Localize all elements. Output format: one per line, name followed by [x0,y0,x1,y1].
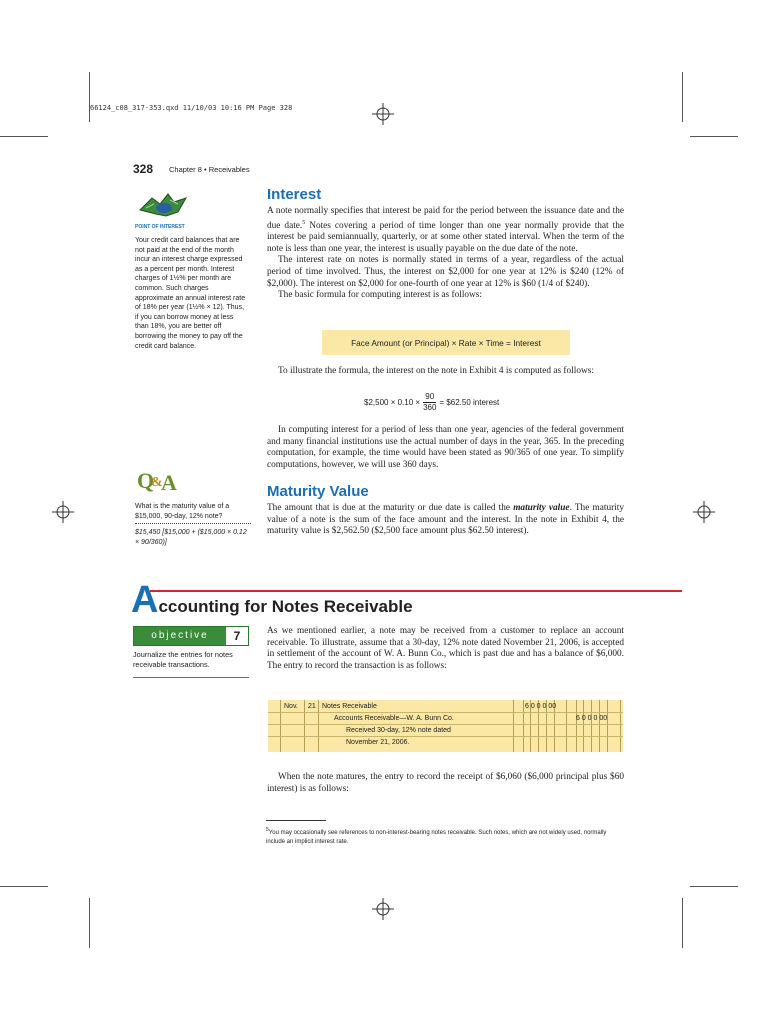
objective-box [133,626,249,646]
calc-right: = $62.50 interest [439,398,500,407]
objective-rule [133,677,249,678]
interest-paragraph-2: The interest rate on notes is normally stated in terms of a year, regardless of the actual period of time involved. Thus, the interest on $2,000 for one year at 12% is $240 (12% of $2,000). The interest on $2,000 for one-fourth of one year at 12% is $60 (1/4 of $240). [267,255,624,289]
qa-divider [135,523,251,524]
crop-mark-bottom-left-h [0,886,48,887]
crop-mark-bottom-right-h [690,886,738,887]
grid-line [280,700,281,752]
svg-text:A: A [161,470,177,494]
interest-paragraph-1: A note normally specifies that interest be paid for the period between the issuance date and the due date. [267,206,624,231]
grid-line [583,700,584,752]
footnote-number: 5 [266,827,269,833]
grid-line [566,700,567,752]
point-of-interest-text: Your credit card balances that are not paid at the end of the month incur an interest charge expressed as a percent per month. Interest charges of 1½% per month are common. Such charges approximate an annual interest rate of 18% per year (1½% × 12). Thus, if you can borrow money at less than 18%, you are better off borrowing the money to pay off the credit card balance. [135,237,246,350]
calc-denominator: 360 [423,403,437,412]
journal-desc: Accounts Receivable—W. A. Bunn Co. [334,715,454,722]
objective-label: objective [134,627,226,645]
interest-paragraph-5: In computing interest for a period of less than one year, agencies of the federal government and many financial institutions use the actual number of days in the year, 365. In the preceding computation, for example, the time would have been stated as 90/365 of one year. To simplify computations, however, we will use 360 days. [267,425,624,470]
crop-mark-bottom-right-v [682,898,683,948]
footnote-text: You may occasionally see references to non-interest-bearing notes receivable. Such notes, which are not widely used, normally include an implicit interest rate. [266,830,607,845]
journal-month: Nov. [284,703,298,710]
journal-desc: Notes Receivable [322,703,377,710]
journal-desc: November 21, 2006. [346,739,410,746]
grid-line [304,700,305,752]
calc-left: $2,500 × 0.10 × [364,398,421,407]
journal-desc: Received 30-day, 12% note dated [346,727,451,734]
interest-paragraph-4: To illustrate the formula, the interest on the note in Exhibit 4 is computed as follows: [278,366,594,376]
interest-paragraph-1b: Notes covering a period of time longer than one year normally provide that the interest be paid semiannually, quarterly, or at some other stated interval. When the term of the note is less than one year, the interest is usually payable on the due date of the note. [267,220,624,254]
grid-line [268,712,623,713]
registration-mark-icon [52,501,74,523]
journal-day: 21 [308,703,316,710]
journal-credit: 6 0 0 0 00 [576,715,608,722]
interest-paragraph-4-wrap [267,366,624,378]
grid-line [599,700,600,752]
crop-mark-top-right-v [682,72,683,122]
section-title [131,579,413,621]
section-paragraph-1-wrap [267,626,624,672]
point-of-interest-label: POINT OF INTEREST [135,224,185,230]
qa-question: What is the maturity value of a $15,000, 90-day, 12% note? [135,503,230,520]
journal-debit: 6 0 0 0 00 [525,703,557,710]
journal-entry-table [268,700,623,752]
qa-icon [135,464,181,494]
section-paragraph-2-wrap [267,772,624,795]
grid-line [607,700,608,752]
print-slug: 66124_c08_317-353.qxd 11/10/03 10:16 PM Page 328 [90,104,293,112]
qa-answer: $15,450 [$15,000 + ($15,000 × 0.12 × 90/360)] [135,529,247,546]
grid-line [620,700,621,752]
grid-line [576,700,577,752]
interest-formula [322,330,570,355]
crop-mark-bottom-left-v [89,898,90,948]
footnote-rule [266,820,326,821]
interest-paragraph-3: The basic formula for computing interest is as follows: [278,290,482,301]
grid-line [318,700,319,752]
registration-mark-icon [693,501,715,523]
grid-line [268,724,623,725]
interest-paragraph-5-wrap [267,425,624,471]
interest-calculation [364,392,499,413]
maturity-text-a: The amount that is due at the maturity or due date is called the [267,503,514,513]
svg-text:&: & [151,475,163,490]
grid-line [523,700,524,752]
section-paragraph-2: When the note matures, the entry to record the receipt of $6,060 ($6,000 principal plus $60 interest) is as follows: [267,772,624,794]
maturity-body [267,503,624,538]
section-paragraph-1: As we mentioned earlier, a note may be received from a customer to replace an account receivable. To illustrate, assume that a 30-day, 12% note dated November 21, 2006, is accepted in settlement of the account of W. A. Bunn Co., which is past due and has a balance of $6,000. The entry to record the transaction is as follows: [267,626,624,671]
grid-line [268,736,623,737]
grid-line [591,700,592,752]
money-bird-icon [138,190,188,222]
interest-body [267,206,624,302]
crop-mark-top-left-v [89,72,90,122]
footnote-ref: 5 [302,219,306,226]
section-title-text: ccounting for Notes Receivable [158,597,413,616]
maturity-term: maturity value [513,503,570,513]
objective-text: Journalize the entries for notes receivable transactions. [133,650,233,669]
page-number: 328 [133,162,154,176]
svg-text:Q: Q [137,468,155,493]
calc-fraction [423,392,436,413]
interest-formula-text: Face Amount (or Principal) × Rate × Time = Interest [351,337,541,348]
section-dropcap: A [131,579,159,621]
crop-mark-top-left-h [0,136,48,137]
grid-line [513,700,514,752]
crop-mark-top-right-h [690,136,738,137]
maturity-text-b: . The maturity value of a note is the sum of the face amount and the interest. In the note in Exhibit 4, the maturity value is $2,562.50 ($2,500 face amount plus $62.50 interest). [267,503,625,537]
chapter-title: Chapter 8 • Receivables [169,165,250,174]
calc-numerator: 90 [425,392,435,401]
footnote [266,826,626,846]
objective-number: 7 [226,627,248,645]
registration-mark-icon [372,103,394,125]
maturity-heading: Maturity Value [267,483,369,500]
interest-heading: Interest [267,186,322,203]
registration-mark-icon [372,898,394,920]
